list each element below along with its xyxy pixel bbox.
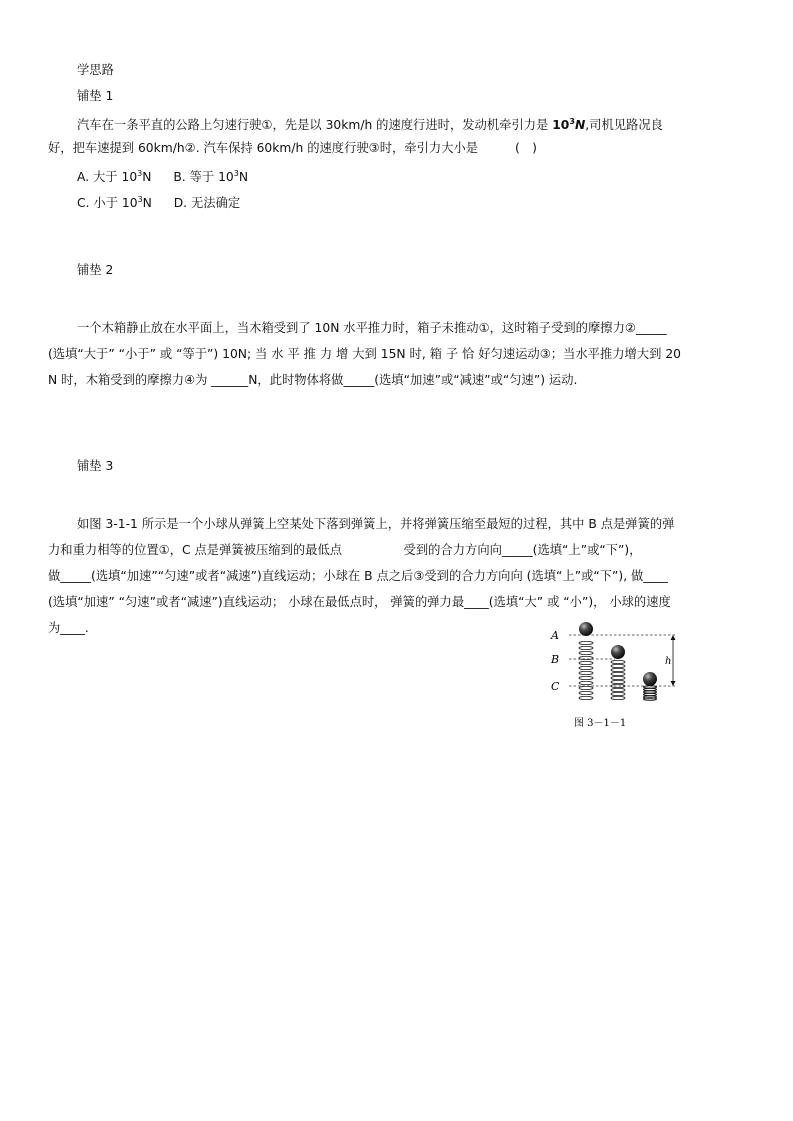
section-title: 学思路: [77, 63, 114, 77]
q2-heading: 铺垫 2: [77, 263, 114, 277]
q1-options-row-1: [77, 166, 248, 185]
q3-line-2: 力和重力相等的位置①，C 点是弹簧被压缩到的最低点 受到的合力方向向_____(选填“上”或“下”)，: [48, 543, 642, 557]
q1-line-1: [77, 114, 663, 133]
ball-at-c: [643, 672, 657, 686]
q2-line-1: 一个木箱静止放在水平面上，当木箱受到了 10N 水平推力时，箱子未推动①，这时箱子受到的摩擦力②_____: [77, 321, 667, 335]
label-b: B: [551, 653, 560, 666]
q1-line-1-text: 汽车在一条平直的公路上匀速行驶①，先是以 30km/h 的速度行进时，发动机牵引力是: [77, 118, 553, 132]
label-c: C: [551, 680, 560, 693]
ball-at-b: [611, 645, 625, 659]
q2-line-2: (选填“大于” “小于” 或 “等于”) 10N; 当 水 平 推 力 增 大到 15N 时, 箱 子 恰 好匀速运动③；当水平推力增大到 20: [48, 347, 681, 361]
label-h: h: [665, 656, 672, 667]
q3-line-3: 做_____(选填“加速”“匀速”或者“减速”)直线运动；小球在 B 点之后③受到的合力方向向 (选填“上”或“下”), 做____: [48, 569, 668, 583]
q2-line-3: N 时，木箱受到的摩擦力④为 ______N，此时物体将做_____(选填“加速”或“减速”或“匀速”) 运动.: [48, 373, 578, 387]
q3-line-1: 如图 3-1-1 所示是一个小球从弹簧上空某处下落到弹簧上，并将弹簧压缩至最短的过程，其中 B 点是弹簧的弹: [77, 517, 675, 531]
q1-option-a: A. 大于 $10^3N$: [77, 169, 152, 184]
ball-at-a: [579, 622, 593, 636]
spring-at-b: [611, 660, 625, 699]
q1-options-row-2: [77, 192, 240, 211]
q1-option-c: C. 小于 $10^3N$: [77, 195, 152, 210]
figure-caption: 图 3－1－1: [574, 718, 627, 729]
spring-ball-figure: [545, 618, 745, 730]
spring-at-a: [579, 641, 593, 699]
q1-option-d: D. 无法确定: [173, 196, 241, 210]
spring-at-c: [644, 686, 657, 701]
label-a: A: [551, 629, 559, 642]
q1-line-2: 好，把车速提到 60km/h②. 汽车保持 60km/h 的速度行驶③时，牵引力大小是 ( ): [48, 141, 537, 155]
q3-heading: 铺垫 3: [77, 459, 114, 473]
q1-force-value: $10^3N$: [552, 117, 586, 132]
q1-heading: 铺垫 1: [77, 89, 114, 103]
q3-line-5: 为____.: [48, 621, 89, 635]
q1-line-1-tail: ,司机见路况良: [585, 118, 663, 132]
q3-line-4: (选填“加速” “匀速”或者“减速”)直线运动； 小球在最低点时， 弹簧的弹力最____(选填“大” 或 “小”)， 小球的速度: [48, 595, 671, 609]
q1-option-b: B. 等于 $10^3N$: [173, 169, 249, 184]
